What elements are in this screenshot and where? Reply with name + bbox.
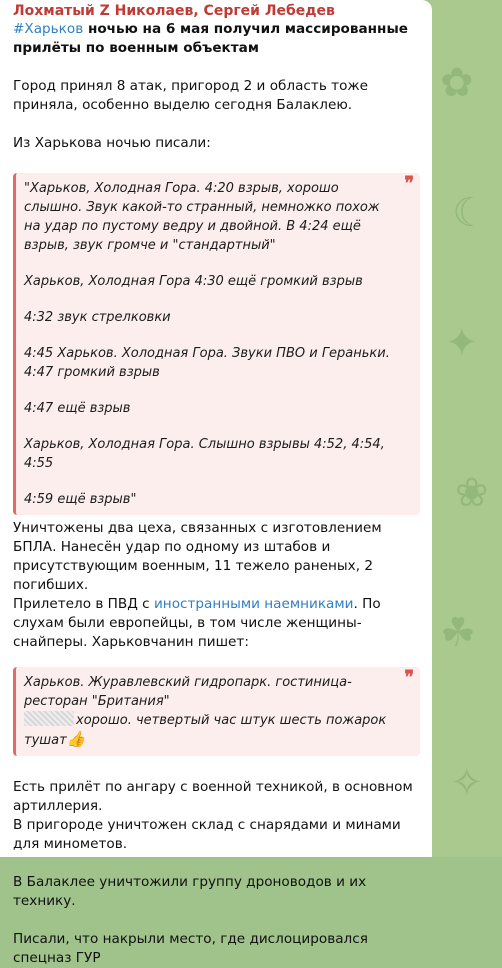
quote-icon: ❞ [404, 173, 414, 194]
paragraph: Город принял 8 атак, пригород 2 и область тоже приняла, особенно выделю сегодня Балаклею. [13, 78, 368, 113]
hashtag-link[interactable]: #Харьков [13, 21, 84, 37]
quote-icon: ❞ [404, 667, 414, 688]
blockquote [13, 173, 420, 515]
quote-line: 4:47 ещё взрыв [24, 401, 131, 416]
quote-line: Харьков. Журавлевский гидропарк. гостиница-ресторан "Британия" [24, 675, 352, 709]
wallpaper-doodle: ❀ [455, 470, 489, 516]
quote-line: 4:59 ещё взрыв" [24, 492, 137, 507]
lead-text: ночью на 6 мая получил массированные прилёты по военным объектам [13, 21, 408, 56]
quote-line: Харьков, Холодная Гора 4:30 ещё громкий взрыв [24, 274, 363, 289]
paragraph: В Балаклее уничтожили группу дроноводов и их технику. [13, 874, 367, 909]
paragraph-text: Прилетело в ПВД с [13, 596, 154, 612]
wallpaper-doodle: ✦ [445, 320, 479, 366]
quote-line [24, 711, 390, 750]
message-lead [13, 20, 420, 58]
wallpaper-doodle: ☾ [452, 190, 488, 236]
quote-text: хорошо. четвертый час штук шесть пожарок тушат [24, 713, 387, 748]
paragraph: Писали, что накрыли место, где дислоцировался спецназ ГУР [13, 931, 368, 966]
paragraph: В пригороде уничтожен склад с снарядами и минами для минометов. [13, 817, 401, 852]
hidden-spoiler[interactable] [24, 711, 74, 726]
wallpaper-doodle: ✿ [440, 60, 474, 106]
chat-wallpaper [430, 0, 502, 857]
mercenaries-link[interactable]: иностранными наемниками [153, 596, 354, 612]
quote-line: Харьков, Холодная Гора. Слышно взрывы 4:52, 4:54, 4:55 [24, 437, 385, 471]
paragraph: Есть прилёт по ангару с военной техникой, в основном артиллерия. [13, 779, 413, 814]
quote-line: 4:32 звук стрелковки [24, 310, 171, 325]
wallpaper-doodle: ☘ [440, 610, 476, 656]
wallpaper-doodle: ✧ [450, 760, 484, 806]
quote-line: 4:45 Харьков. Холодная Гора. Звуки ПВО и Гераньки. 4:47 громкий взрыв [24, 346, 390, 380]
message-author[interactable]: Лохматый Z Николаев, Сергей Лебедев [13, 3, 335, 19]
paragraph: Уничтожены два цеха, связанных с изготовлением БПЛА. Нанесён удар по одному из штабов и присутствующим военным, 11 тежело раненых, 2 погибших. [13, 520, 382, 593]
paragraph [13, 595, 420, 652]
thumbs-up-emoji: 👍 [66, 730, 86, 748]
paragraph-text: . По слухам были европейцы, в том числе женщины-снайперы. Харьковчанин пишет: [13, 596, 381, 650]
paragraph: Из Харькова ночью писали: [13, 135, 211, 151]
quote-line: "Харьков, Холодная Гора. 4:20 взрыв, хорошо слышно. Звук какой-то странный, немножко похож на удар по пустому ведру и двойной. В 4:24 ещё взрыв, звук громче и "стандартный" [24, 181, 380, 253]
blockquote [13, 667, 420, 756]
